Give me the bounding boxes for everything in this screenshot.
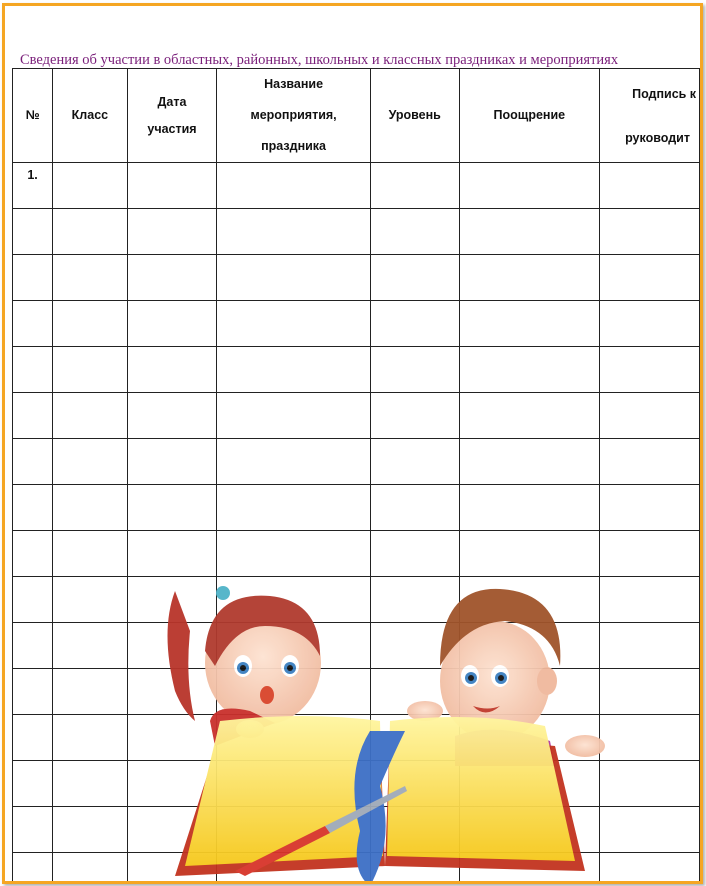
header-class: Класс bbox=[53, 69, 128, 163]
row-number-cell bbox=[13, 623, 53, 669]
row-number-cell bbox=[13, 807, 53, 853]
table-cell bbox=[217, 485, 371, 531]
row-number-cell bbox=[13, 853, 53, 885]
row-number-cell bbox=[13, 715, 53, 761]
table-cell bbox=[217, 255, 371, 301]
table-cell bbox=[459, 439, 600, 485]
table-cell bbox=[600, 393, 700, 439]
table-cell bbox=[53, 209, 128, 255]
table-cell bbox=[217, 163, 371, 209]
table-cell bbox=[127, 255, 217, 301]
table-cell bbox=[53, 531, 128, 577]
page-frame bbox=[2, 3, 703, 884]
table-header-row bbox=[13, 69, 700, 163]
table-row bbox=[13, 485, 700, 531]
table-row bbox=[13, 347, 700, 393]
table-cell bbox=[600, 163, 700, 209]
table-cell bbox=[53, 577, 128, 623]
row-number-cell bbox=[13, 393, 53, 439]
kids-reading-book-illustration bbox=[155, 571, 615, 884]
table-cell bbox=[217, 393, 371, 439]
table-cell bbox=[370, 485, 459, 531]
table-cell bbox=[600, 255, 700, 301]
header-level: Уровень bbox=[370, 69, 459, 163]
table-cell bbox=[53, 255, 128, 301]
row-number-cell bbox=[13, 255, 53, 301]
table-cell bbox=[127, 301, 217, 347]
header-signature: Подпись к руководит bbox=[600, 69, 700, 163]
table-cell bbox=[53, 347, 128, 393]
table-cell bbox=[459, 393, 600, 439]
table-cell bbox=[459, 485, 600, 531]
table-cell bbox=[53, 163, 128, 209]
table-cell bbox=[600, 485, 700, 531]
row-number-cell bbox=[13, 531, 53, 577]
table-cell bbox=[53, 301, 128, 347]
table-cell bbox=[127, 209, 217, 255]
table-cell bbox=[370, 393, 459, 439]
row-number-cell bbox=[13, 485, 53, 531]
header-date: Дата участия bbox=[127, 69, 217, 163]
table-row bbox=[13, 255, 700, 301]
table-cell bbox=[600, 439, 700, 485]
table-cell bbox=[217, 301, 371, 347]
table-cell bbox=[53, 761, 128, 807]
table-cell bbox=[459, 531, 600, 577]
table-cell bbox=[53, 853, 128, 885]
table-cell bbox=[370, 301, 459, 347]
table-cell bbox=[53, 623, 128, 669]
table-cell bbox=[53, 807, 128, 853]
header-event-name: Название мероприятия, праздника bbox=[217, 69, 371, 163]
table-cell bbox=[370, 163, 459, 209]
table-row bbox=[13, 531, 700, 577]
table-cell bbox=[53, 669, 128, 715]
table-cell bbox=[600, 347, 700, 393]
table-cell bbox=[459, 163, 600, 209]
table-cell bbox=[370, 255, 459, 301]
table-row bbox=[13, 301, 700, 347]
table-cell bbox=[53, 439, 128, 485]
table-cell bbox=[217, 347, 371, 393]
table-cell bbox=[459, 209, 600, 255]
header-award: Поощрение bbox=[459, 69, 600, 163]
table-cell bbox=[370, 439, 459, 485]
table-cell bbox=[600, 531, 700, 577]
table-cell bbox=[127, 485, 217, 531]
table-row bbox=[13, 393, 700, 439]
table-cell bbox=[53, 485, 128, 531]
table-cell bbox=[217, 209, 371, 255]
table-row bbox=[13, 209, 700, 255]
page-title: Сведения об участии в областных, районных, школьных и классных праздниках и мероприятиях bbox=[20, 52, 619, 68]
row-number-cell: 1. bbox=[13, 163, 53, 209]
header-number: № bbox=[13, 69, 53, 163]
table-cell bbox=[217, 439, 371, 485]
table-cell bbox=[127, 347, 217, 393]
table-cell bbox=[370, 531, 459, 577]
open-book bbox=[175, 716, 585, 884]
row-number-cell bbox=[13, 669, 53, 715]
row-number-cell bbox=[13, 209, 53, 255]
table-cell bbox=[600, 301, 700, 347]
table-cell bbox=[459, 301, 600, 347]
row-number-cell bbox=[13, 301, 53, 347]
table-cell bbox=[53, 715, 128, 761]
row-number-cell bbox=[13, 761, 53, 807]
table-cell bbox=[127, 439, 217, 485]
table-cell bbox=[127, 531, 217, 577]
row-number-cell bbox=[13, 439, 53, 485]
table-row bbox=[13, 439, 700, 485]
table-cell bbox=[600, 209, 700, 255]
row-number-cell bbox=[13, 577, 53, 623]
table-row bbox=[13, 163, 700, 209]
row-number-cell bbox=[13, 347, 53, 393]
table-cell bbox=[459, 347, 600, 393]
table-cell bbox=[217, 531, 371, 577]
table-cell bbox=[127, 163, 217, 209]
table-cell bbox=[370, 209, 459, 255]
table-cell bbox=[370, 347, 459, 393]
table-cell bbox=[127, 393, 217, 439]
table-cell bbox=[459, 255, 600, 301]
table-cell bbox=[53, 393, 128, 439]
